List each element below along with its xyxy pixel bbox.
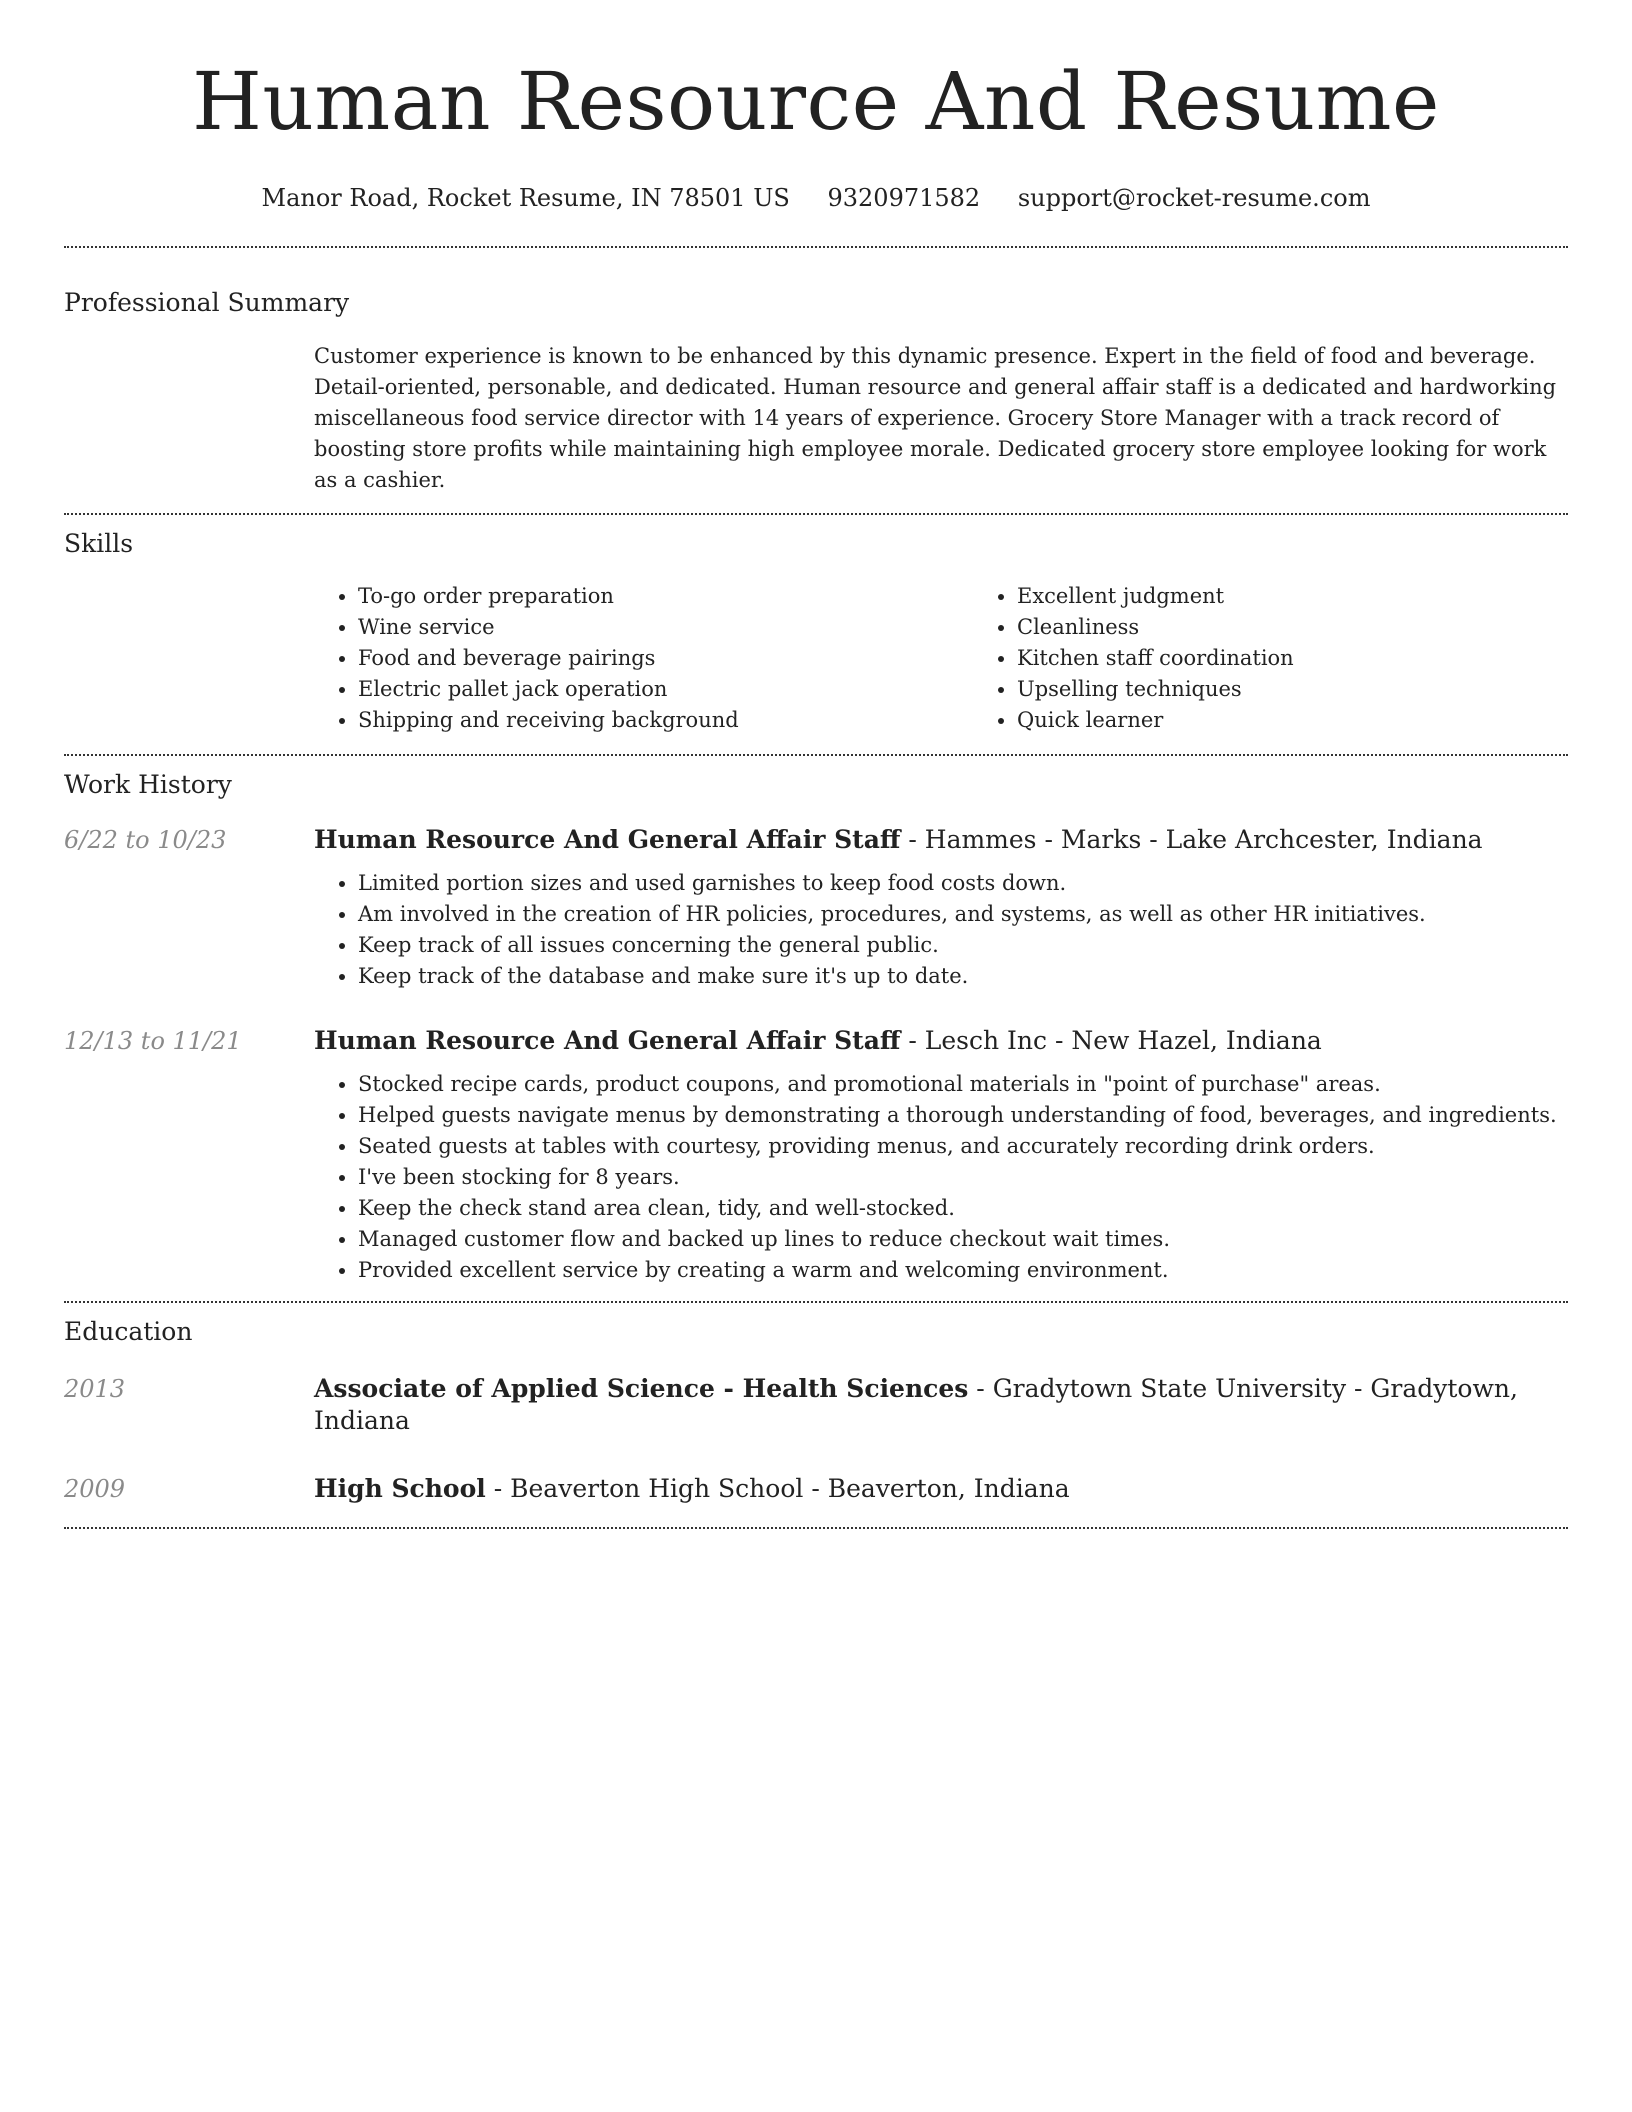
job-bullet: • Provided excellent service by creating a warm and welcoming environment. [358,1255,1568,1286]
skills-section [64,527,1568,736]
divider [64,1301,1568,1303]
job-bullet: • Keep track of the database and make sure it's up to date. [358,961,1568,992]
summary-section [64,286,1568,496]
education-heading: Education [64,1317,193,1346]
skill-item: • Electric pallet jack operation [358,674,973,705]
job-company: - Lesch Inc - New Hazel, Indiana [900,1026,1322,1055]
job-bullet: • Am involved in the creation of HR policies, procedures, and systems, as well as other HR initiatives. [358,899,1568,930]
job-company: - Hammes - Marks - Lake Archcester, Indiana [900,825,1483,854]
education-title-line [314,1473,1568,1505]
job-dates: 12/13 to 11/21 [64,1027,242,1055]
contact-phone: 9320971582 [827,184,981,212]
job-bullet: • I've been stocking for 8 years. [358,1162,1568,1193]
skill-item: • Excellent judgment [1017,581,1632,612]
education-year: 2013 [64,1375,126,1403]
education-school: - Beaverton High School - Beaverton, Indiana [485,1474,1070,1503]
education-degree: High School [314,1474,486,1503]
job-bullet: • Stocked recipe cards, product coupons, and promotional materials in "point of purchase" areas. [358,1069,1568,1100]
education-degree: Associate of Applied Science - Health Sciences [314,1374,969,1403]
resume-name: Human Resource And Resume [192,55,1440,148]
skill-item: • Shipping and receiving background [358,705,973,736]
education-entry [64,1373,1568,1437]
skill-item: • To-go order preparation [358,581,973,612]
skill-item: • Upselling techniques [1017,674,1632,705]
job-bullets [314,1069,1568,1286]
divider [64,1527,1568,1529]
divider [64,513,1568,515]
education-entry [64,1473,1568,1505]
summary-text: Customer experience is known to be enhanced by this dynamic presence. Expert in the field of food and beverage. Detail-oriented, personable, and dedicated. Human resource and general affair staff is a dedicated and hardworking miscellaneous food service director with 14 years of experience. Grocery Store Manager with a track record of boosting store profits while maintaining high employee morale. Dedicated grocery store employee looking for work as a cashier. [314,344,1557,492]
job-bullets [314,868,1568,992]
skills-list-left [314,581,973,736]
job-title: Human Resource And General Affair Staff [314,1026,901,1055]
contact-email: support@rocket-resume.com [1017,184,1371,212]
job-bullet: • Keep the check stand area clean, tidy, and well-stocked. [358,1193,1568,1224]
work-heading: Work History [64,770,232,799]
skill-item: • Food and beverage pairings [358,643,973,674]
job-title-line [314,1025,1568,1057]
skill-item: • Cleanliness [1017,612,1632,643]
contact-address: Manor Road, Rocket Resume, IN 78501 US [261,184,790,212]
job-title-line [314,824,1568,856]
skill-item: • Wine service [358,612,973,643]
summary-heading: Professional Summary [64,288,350,317]
divider [64,754,1568,756]
skill-item: • Kitchen staff coordination [1017,643,1632,674]
job-bullet: • Managed customer flow and backed up lines to reduce checkout wait times. [358,1224,1568,1255]
job-bullet: • Keep track of all issues concerning the general public. [358,930,1568,961]
job-bullet: • Helped guests navigate menus by demonstrating a thorough understanding of food, beverages, and ingredients. [358,1100,1568,1131]
skills-heading: Skills [64,529,134,558]
resume-page [64,0,1568,1529]
work-section [64,768,1568,1286]
job-title: Human Resource And General Affair Staff [314,825,901,854]
skill-item: • Quick learner [1017,705,1632,736]
job-dates: 6/22 to 10/23 [64,826,227,854]
contact-info [64,182,1568,214]
education-title-line [314,1373,1568,1437]
skills-list-right [973,581,1632,736]
job-bullet: • Seated guests at tables with courtesy, providing menus, and accurately recording drink orders. [358,1131,1568,1162]
education-section [64,1315,1568,1505]
job-bullet: • Limited portion sizes and used garnishes to keep food costs down. [358,868,1568,899]
education-school: - Gradytown State University - Gradytown, Indiana [314,1374,1518,1435]
job-entry [64,824,1568,992]
job-entry [64,1025,1568,1286]
divider [64,246,1568,248]
education-year: 2009 [64,1475,126,1503]
